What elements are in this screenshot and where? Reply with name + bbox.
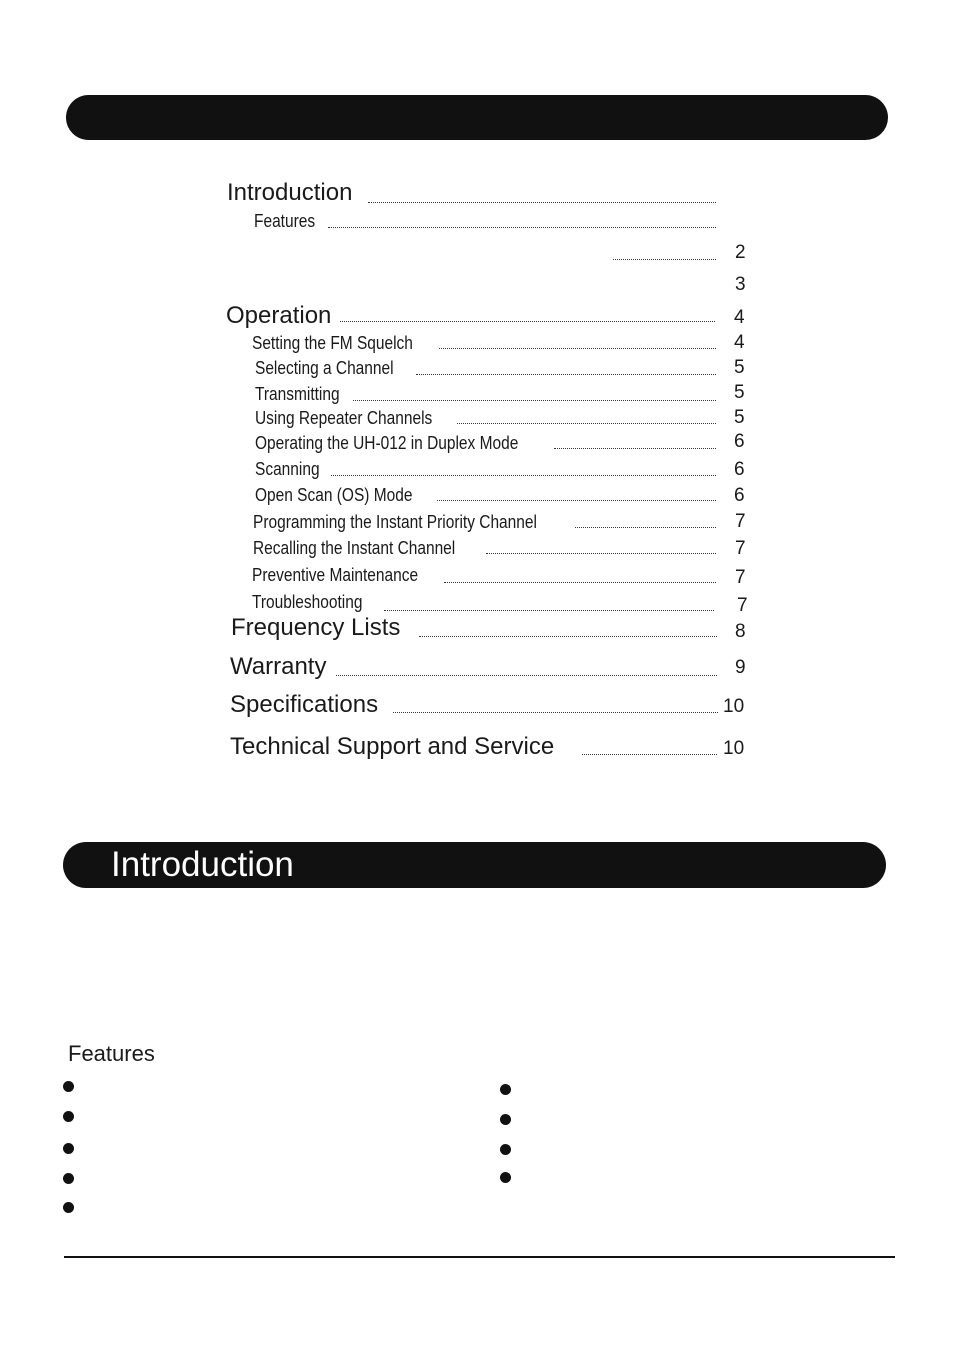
contents-header-banner [66, 95, 888, 140]
toc-entry-repeater-channels[interactable]: Using Repeater Channels [255, 408, 433, 428]
toc-page-number: 8 [735, 621, 746, 642]
toc-leader [437, 500, 716, 501]
toc-leader [486, 553, 716, 554]
toc-page-number: 7 [735, 567, 746, 588]
toc-leader [575, 527, 716, 528]
toc-leader [328, 227, 716, 228]
toc-leader [419, 636, 717, 637]
bullet-icon [63, 1081, 74, 1092]
toc-page-number: 7 [737, 595, 748, 616]
bullet-icon [63, 1111, 74, 1122]
footer-divider [64, 1256, 895, 1258]
toc-leader [416, 374, 716, 375]
toc-leader [439, 348, 716, 349]
toc-page-number: 7 [735, 538, 746, 559]
toc-entry-troubleshooting[interactable]: Troubleshooting [252, 592, 363, 612]
toc-entry-introduction[interactable]: Introduction [227, 179, 353, 206]
toc-entry-frequency-lists[interactable]: Frequency Lists [231, 614, 401, 641]
bullet-icon [500, 1144, 511, 1155]
toc-entry-fm-squelch[interactable]: Setting the FM Squelch [252, 333, 413, 353]
introduction-banner [63, 842, 886, 888]
features-heading: Features [68, 1041, 155, 1066]
toc-page-number: 6 [734, 459, 745, 480]
toc-entry-transmitting[interactable]: Transmitting [255, 384, 340, 404]
toc-page-number: 7 [735, 511, 746, 532]
toc-entry-selecting-channel[interactable]: Selecting a Channel [255, 358, 394, 378]
toc-leader [457, 423, 716, 424]
toc-page-number: 3 [735, 274, 746, 295]
toc-entry-recalling-instant[interactable]: Recalling the Instant Channel [253, 538, 456, 558]
toc-leader [444, 582, 716, 583]
bullet-icon [500, 1114, 511, 1125]
bullet-icon [63, 1143, 74, 1154]
toc-page-number: 9 [735, 657, 746, 678]
bullet-icon [500, 1084, 511, 1095]
toc-page-number: 10 [723, 738, 745, 759]
toc-leader [336, 675, 717, 676]
toc-leader [340, 321, 715, 322]
toc-page-number: 4 [734, 332, 745, 353]
toc-page-number: 2 [735, 242, 746, 263]
toc-entry-warranty[interactable]: Warranty [230, 653, 327, 680]
bullet-icon [63, 1173, 74, 1184]
toc-page-number: 6 [734, 485, 745, 506]
toc-entry-features[interactable]: Features [254, 211, 316, 231]
section-title: Introduction [111, 845, 294, 884]
toc-page-number: 5 [734, 382, 745, 403]
toc-leader [613, 259, 716, 260]
toc-page-number: 4 [734, 307, 745, 328]
toc-entry-open-scan[interactable]: Open Scan (OS) Mode [255, 485, 413, 505]
toc-leader [384, 610, 714, 611]
toc-leader [393, 712, 718, 713]
toc-entry-instant-priority[interactable]: Programming the Instant Priority Channel [253, 512, 537, 532]
toc-page-number: 5 [734, 407, 745, 428]
toc-entry-preventive-maintenance[interactable]: Preventive Maintenance [252, 565, 419, 585]
toc-leader [368, 202, 716, 203]
toc-page-number: 6 [734, 431, 745, 452]
toc-entry-technical-support[interactable]: Technical Support and Service [230, 733, 555, 760]
bullet-icon [63, 1202, 74, 1213]
toc-leader [353, 400, 716, 401]
toc-entry-specifications[interactable]: Specifications [230, 691, 379, 718]
toc-page-number: 10 [723, 696, 745, 717]
toc-leader [331, 475, 716, 476]
toc-leader [582, 754, 717, 755]
bullet-icon [500, 1172, 511, 1183]
toc-leader [554, 448, 716, 449]
toc-entry-scanning[interactable]: Scanning [255, 459, 320, 479]
toc-entry-duplex-mode[interactable]: Operating the UH-012 in Duplex Mode [255, 433, 519, 453]
toc-entry-operation[interactable]: Operation [226, 302, 332, 329]
toc-page-number: 5 [734, 357, 745, 378]
